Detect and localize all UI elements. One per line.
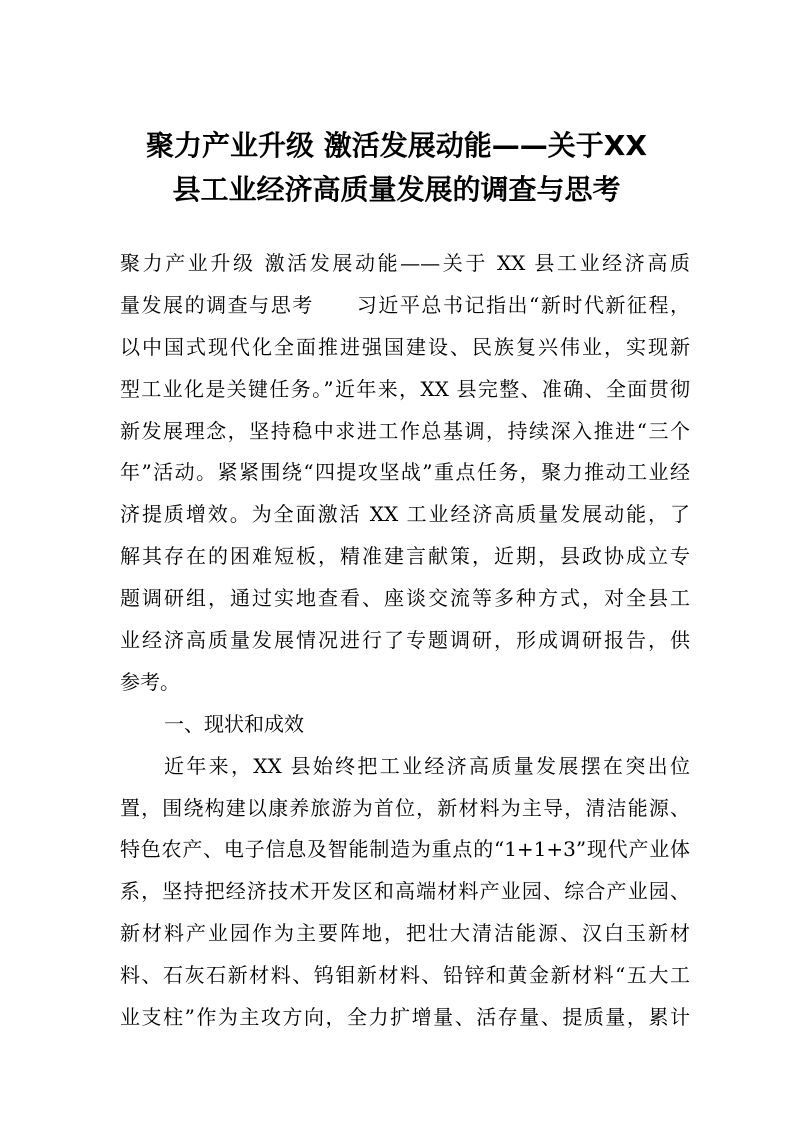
text-line: 题调研组，通过实地查看、座谈交流等多种方式，对全县工 — [120, 586, 690, 611]
title-line: 县工业经济高质量发展的调查与思考 — [172, 173, 621, 206]
text-line: 系，坚持把经济技术开发区和高端材料产业园、综合产业园、 — [120, 879, 690, 904]
status-paragraph — [120, 746, 690, 1039]
text-line: 量发展的调查与思考 习近平总书记指出“新时代新征程， — [120, 292, 690, 317]
text-line: 业支柱”作为主攻方向，全力扩增量、活存量、提质量，累计 — [120, 1005, 690, 1030]
text-line: 解其存在的困难短板，精准建言献策，近期，县政协成立专 — [120, 544, 690, 569]
text-line: 济提质增效。为全面激活 XX 工业经济高质量发展动能，了 — [120, 502, 690, 527]
text-line: 特色农产、电子信息及智能制造为重点的“1+1+3”现代产业体 — [120, 837, 690, 862]
text-line: 聚力产业升级 激活发展动能——关于 XX 县工业经济高质 — [120, 251, 690, 275]
text-line: 置，围绕构建以康养旅游为首位，新材料为主导，清洁能源、 — [120, 795, 690, 820]
text-line: 以中国式现代化全面推进强国建设、民族复兴伟业，实现新 — [120, 334, 690, 359]
section-heading: 一、现状和成效 — [164, 711, 304, 736]
text-line: 新发展理念，坚持稳中求进工作总基调，持续深入推进“三个 — [120, 418, 690, 443]
text-line: 业经济高质量发展情况进行了专题调研，形成调研报告，供 — [120, 628, 690, 653]
text-line: 年”活动。紧紧围绕“四提攻坚战”重点任务，聚力推动工业经 — [120, 460, 690, 485]
title-line: 聚力产业升级 激活发展动能——关于XX — [146, 129, 647, 162]
intro-paragraph — [120, 243, 690, 704]
text-line: 近年来，XX 县始终把工业经济高质量发展摆在突出位 — [164, 753, 690, 778]
document-body — [120, 243, 690, 1039]
document-title — [100, 124, 693, 212]
text-line: 型工业化是关键任务。”近年来，XX 县完整、准确、全面贯彻 — [120, 376, 690, 401]
text-line: 参考。 — [120, 669, 180, 694]
text-line: 料、石灰石新材料、钨钼新材料、铅锌和黄金新材料“五大工 — [120, 963, 690, 988]
text-line: 新材料产业园作为主要阵地，把壮大清洁能源、汉白玉新材 — [120, 921, 690, 946]
